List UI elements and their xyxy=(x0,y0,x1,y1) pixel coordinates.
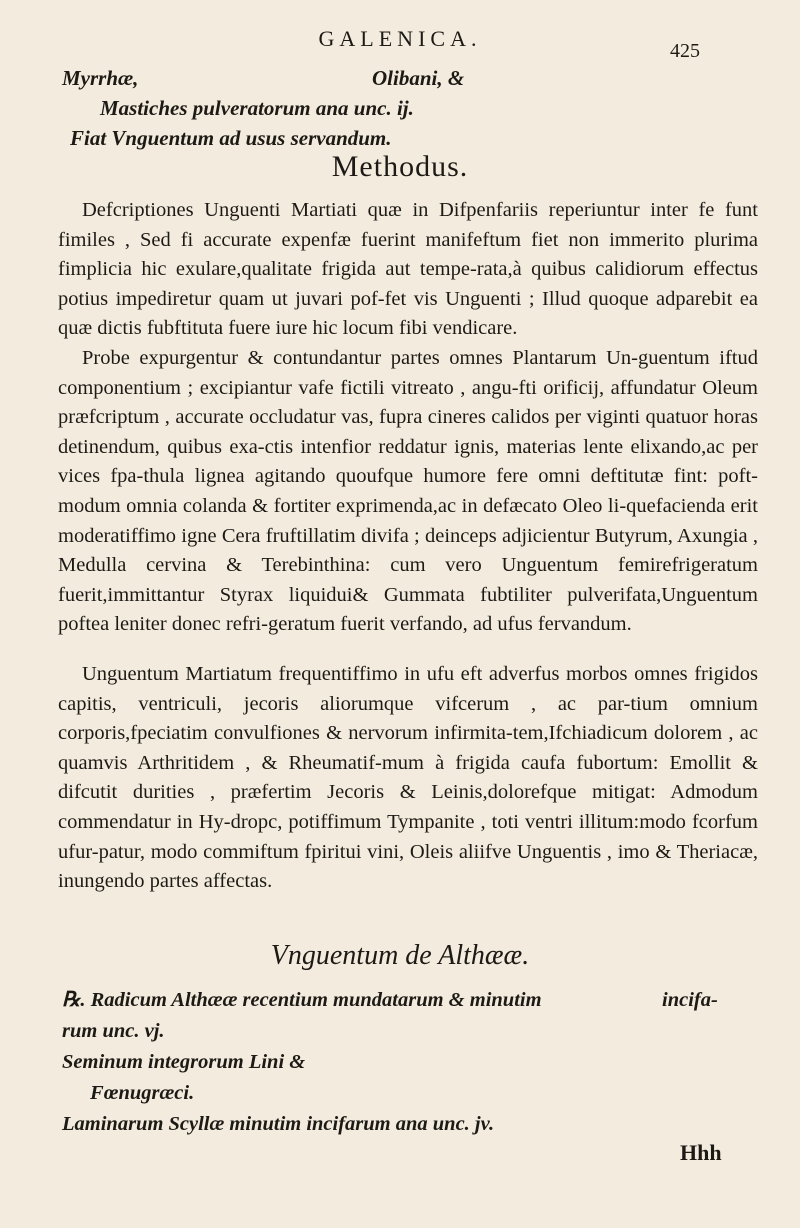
althaea-recipe-line-2: rum unc. vj. xyxy=(62,1020,165,1042)
recipe-line-1-right: Olibani, & xyxy=(372,66,465,90)
recipe-line-1-left: Myrrhæ, xyxy=(62,66,139,90)
catchword: Hhh xyxy=(680,1140,722,1165)
recipe-line-1 xyxy=(62,64,752,92)
paragraph-2 xyxy=(58,344,758,640)
paragraph-3 xyxy=(58,660,758,897)
althaea-recipe-line-3: Seminum integrorum Lini & xyxy=(62,1051,306,1073)
paragraph-1-text: Defcriptiones Unguenti Martiati quæ in Difpenfariis reperiuntur inter fe funt fimiles , Sed fi accurate expenfæ fuerint manifeftum fiet non immerito plurima fimplicia hic exulare,qualitate frigida aut tempe-rata,à quibus calidiorum effectus potius impediretur quam ut juvari pof-fet vis Unguenti ; Illud quoque adparebit ea quæ dictis fubftituta fuere iure hic locum fibi vendicare. xyxy=(58,199,758,340)
althaea-recipe-line-1-right: incifa- xyxy=(662,989,718,1011)
althaea-recipe-line-5: Laminarum Scyllæ minutim incifarum ana unc. jv. xyxy=(62,1113,495,1135)
recipe-line-2: Mastiches pulveratorum ana unc. ij. xyxy=(100,96,414,120)
section-heading: Methodus. xyxy=(331,150,469,183)
paragraph-2-text: Probe expurgentur & contundantur partes omnes Plantarum Un-guentum iftud componentium ; excipiantur vafe fictili vitreato , angu-fti orificij, affundatur Oleum præfcriptum , accurate occludatur vas, fupra cineres calidos per viginti quatuor horas detinendum, quibus exa-ctis intenfior reddatur ignis, materias lente elixando,ac per vices fpa-thula lignea agitando quoufque humore fere omni deftitutæ fint: poft-modum omnia colanda & fortiter exprimenda,ac in defæcato Oleo li-quefacienda erit moderatiffimo igne Cera fruftillatim divifa ; deinceps adjicientur Butyrum, Axungia , Medulla cervina & Terebinthina: cum vero Unguentum femirefrigeratum fuerit,immittantur Styrax liquidui& Gummata fubtiliter pulverifata,Unguentum poftea leniter donec refri-geratum fuerit verfando, ad ufus fervandum. xyxy=(58,347,758,636)
althaea-recipe-line-1-left: ℞. Radicum Althææ recentium mundatarum & minutim xyxy=(62,989,542,1011)
running-title: GALENICA. xyxy=(318,26,482,51)
paragraph-1 xyxy=(58,196,758,344)
second-heading: Vnguentum de Althææ. xyxy=(270,940,530,971)
page-number: 425 xyxy=(670,40,700,62)
althaea-recipe-line-4: Fœnugræci. xyxy=(90,1082,195,1104)
recipe-line-3: Fiat Vnguentum ad usus servandum. xyxy=(70,126,392,150)
althaea-recipe-line-1 xyxy=(62,985,762,1016)
paragraph-3-text: Unguentum Martiatum frequentiffimo in ufu eft adverfus morbos omnes frigidos capitis, ventriculi, jecoris aliorumque vifcerum , ac par-tium omnium corporis,fpeciatim convulfiones & nervorum infirmita-tem,Ifchiadicum dolorem , ac quamvis Arthritidem , & Rheumatif-mum à frigida caufa fubortum: Emollit & difcutit durities , præfertim Jecoris & Leinis,dolorefque mitigat: Admodum commendatur in Hy-dropc, potiffimum Tympanite , toti ventri illitum:modo fcorfum ufur-patur, modo commiftum fpiritui vini, Oleis aliifve Unguentis , imo & Theriacæ, inungendo partes affectas. xyxy=(58,663,758,893)
